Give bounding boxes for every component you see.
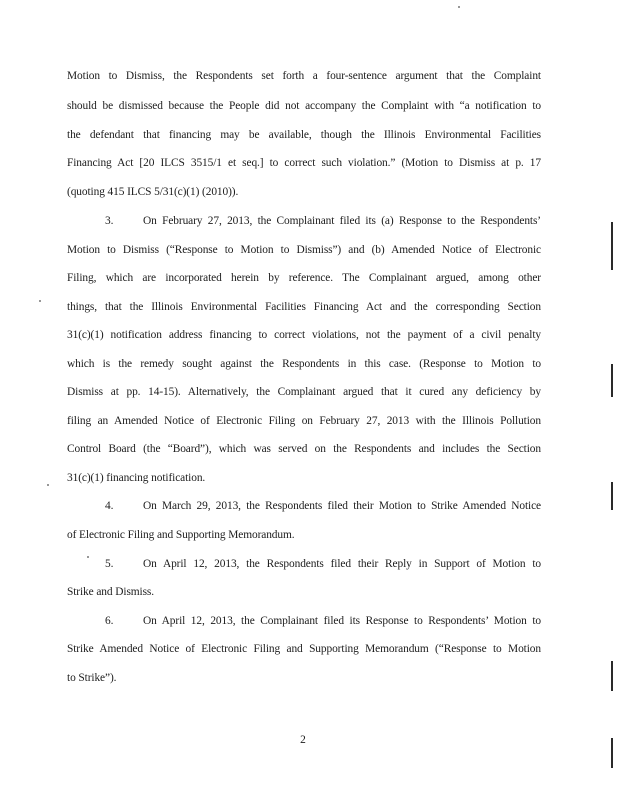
text-line: On March 29, 2013, the Respondents filed their Motion to Strike Amended Notice: [143, 500, 541, 512]
scan-speck: [39, 300, 41, 302]
text-line: the defendant that financing may be available, though the Illinois Environmental Facilities: [67, 129, 541, 141]
text-line: On April 12, 2013, the Respondents filed their Reply in Support of Motion to: [143, 558, 541, 570]
scan-mark: [611, 661, 613, 691]
scan-speck: [458, 6, 460, 8]
scan-speck: [47, 484, 49, 486]
text-line: 31(c)(1) financing notification.: [67, 472, 206, 484]
text-line: to Strike”).: [67, 672, 117, 684]
text-line: Strike Amended Notice of Electronic Filing and Supporting Memorandum (“Response to Motion: [67, 643, 541, 655]
text-line: On April 12, 2013, the Complainant filed its Response to Respondents’ Motion to: [143, 615, 541, 627]
paragraph-number: 6.: [105, 615, 114, 627]
scan-mark: [611, 222, 613, 270]
scan-speck: [87, 556, 89, 558]
text-line: which is the remedy sought against the Respondents in this case. (Response to Motion to: [67, 358, 541, 370]
text-line: should be dismissed because the People did not accompany the Complaint with “a notification to: [67, 100, 541, 112]
paragraph-5-first-line: [105, 556, 541, 572]
text-line: On February 27, 2013, the Complainant filed its (a) Response to the Respondents’: [143, 215, 541, 227]
text-line: Filing, which are incorporated herein by reference. The Complainant argued, among other: [67, 272, 541, 284]
text-line: things, that the Illinois Environmental Facilities Financing Act and the corresponding Section: [67, 301, 541, 313]
text-line: Motion to Dismiss (“Response to Motion to Dismiss”) and (b) Amended Notice of Electronic: [67, 244, 541, 256]
paragraph-6-first-line: [105, 613, 541, 629]
paragraph-3-first-line: [105, 213, 541, 229]
text-line: Control Board (the “Board”), which was served on the Respondents and includes the Section: [67, 443, 541, 455]
paragraph-number: 3.: [105, 215, 114, 227]
text-line: Dismiss at pp. 14-15). Alternatively, the Complainant argued that it cured any deficiency by: [67, 386, 541, 398]
text-line: of Electronic Filing and Supporting Memorandum.: [67, 529, 295, 541]
paragraph-number: 5.: [105, 558, 114, 570]
paragraph-4-first-line: [105, 498, 541, 514]
text-line: Strike and Dismiss.: [67, 586, 155, 598]
text-line: 31(c)(1) notification address financing to correct violations, not the payment of a civil penalty: [67, 329, 541, 341]
scan-mark: [611, 482, 613, 510]
text-line: filing an Amended Notice of Electronic Filing on February 27, 2013 with the Illinois Pollution: [67, 415, 541, 427]
text-line: Motion to Dismiss, the Respondents set forth a four-sentence argument that the Complaint: [67, 70, 541, 82]
scan-mark: [611, 738, 613, 768]
text-line: Financing Act [20 ILCS 3515/1 et seq.] to correct such violation.” (Motion to Dismiss at p. 17: [67, 157, 541, 169]
paragraph-number: 4.: [105, 500, 114, 512]
page-number: 2: [300, 734, 306, 746]
scan-mark: [611, 364, 613, 397]
text-line: (quoting 415 ILCS 5/31(c)(1) (2010)).: [67, 186, 239, 198]
